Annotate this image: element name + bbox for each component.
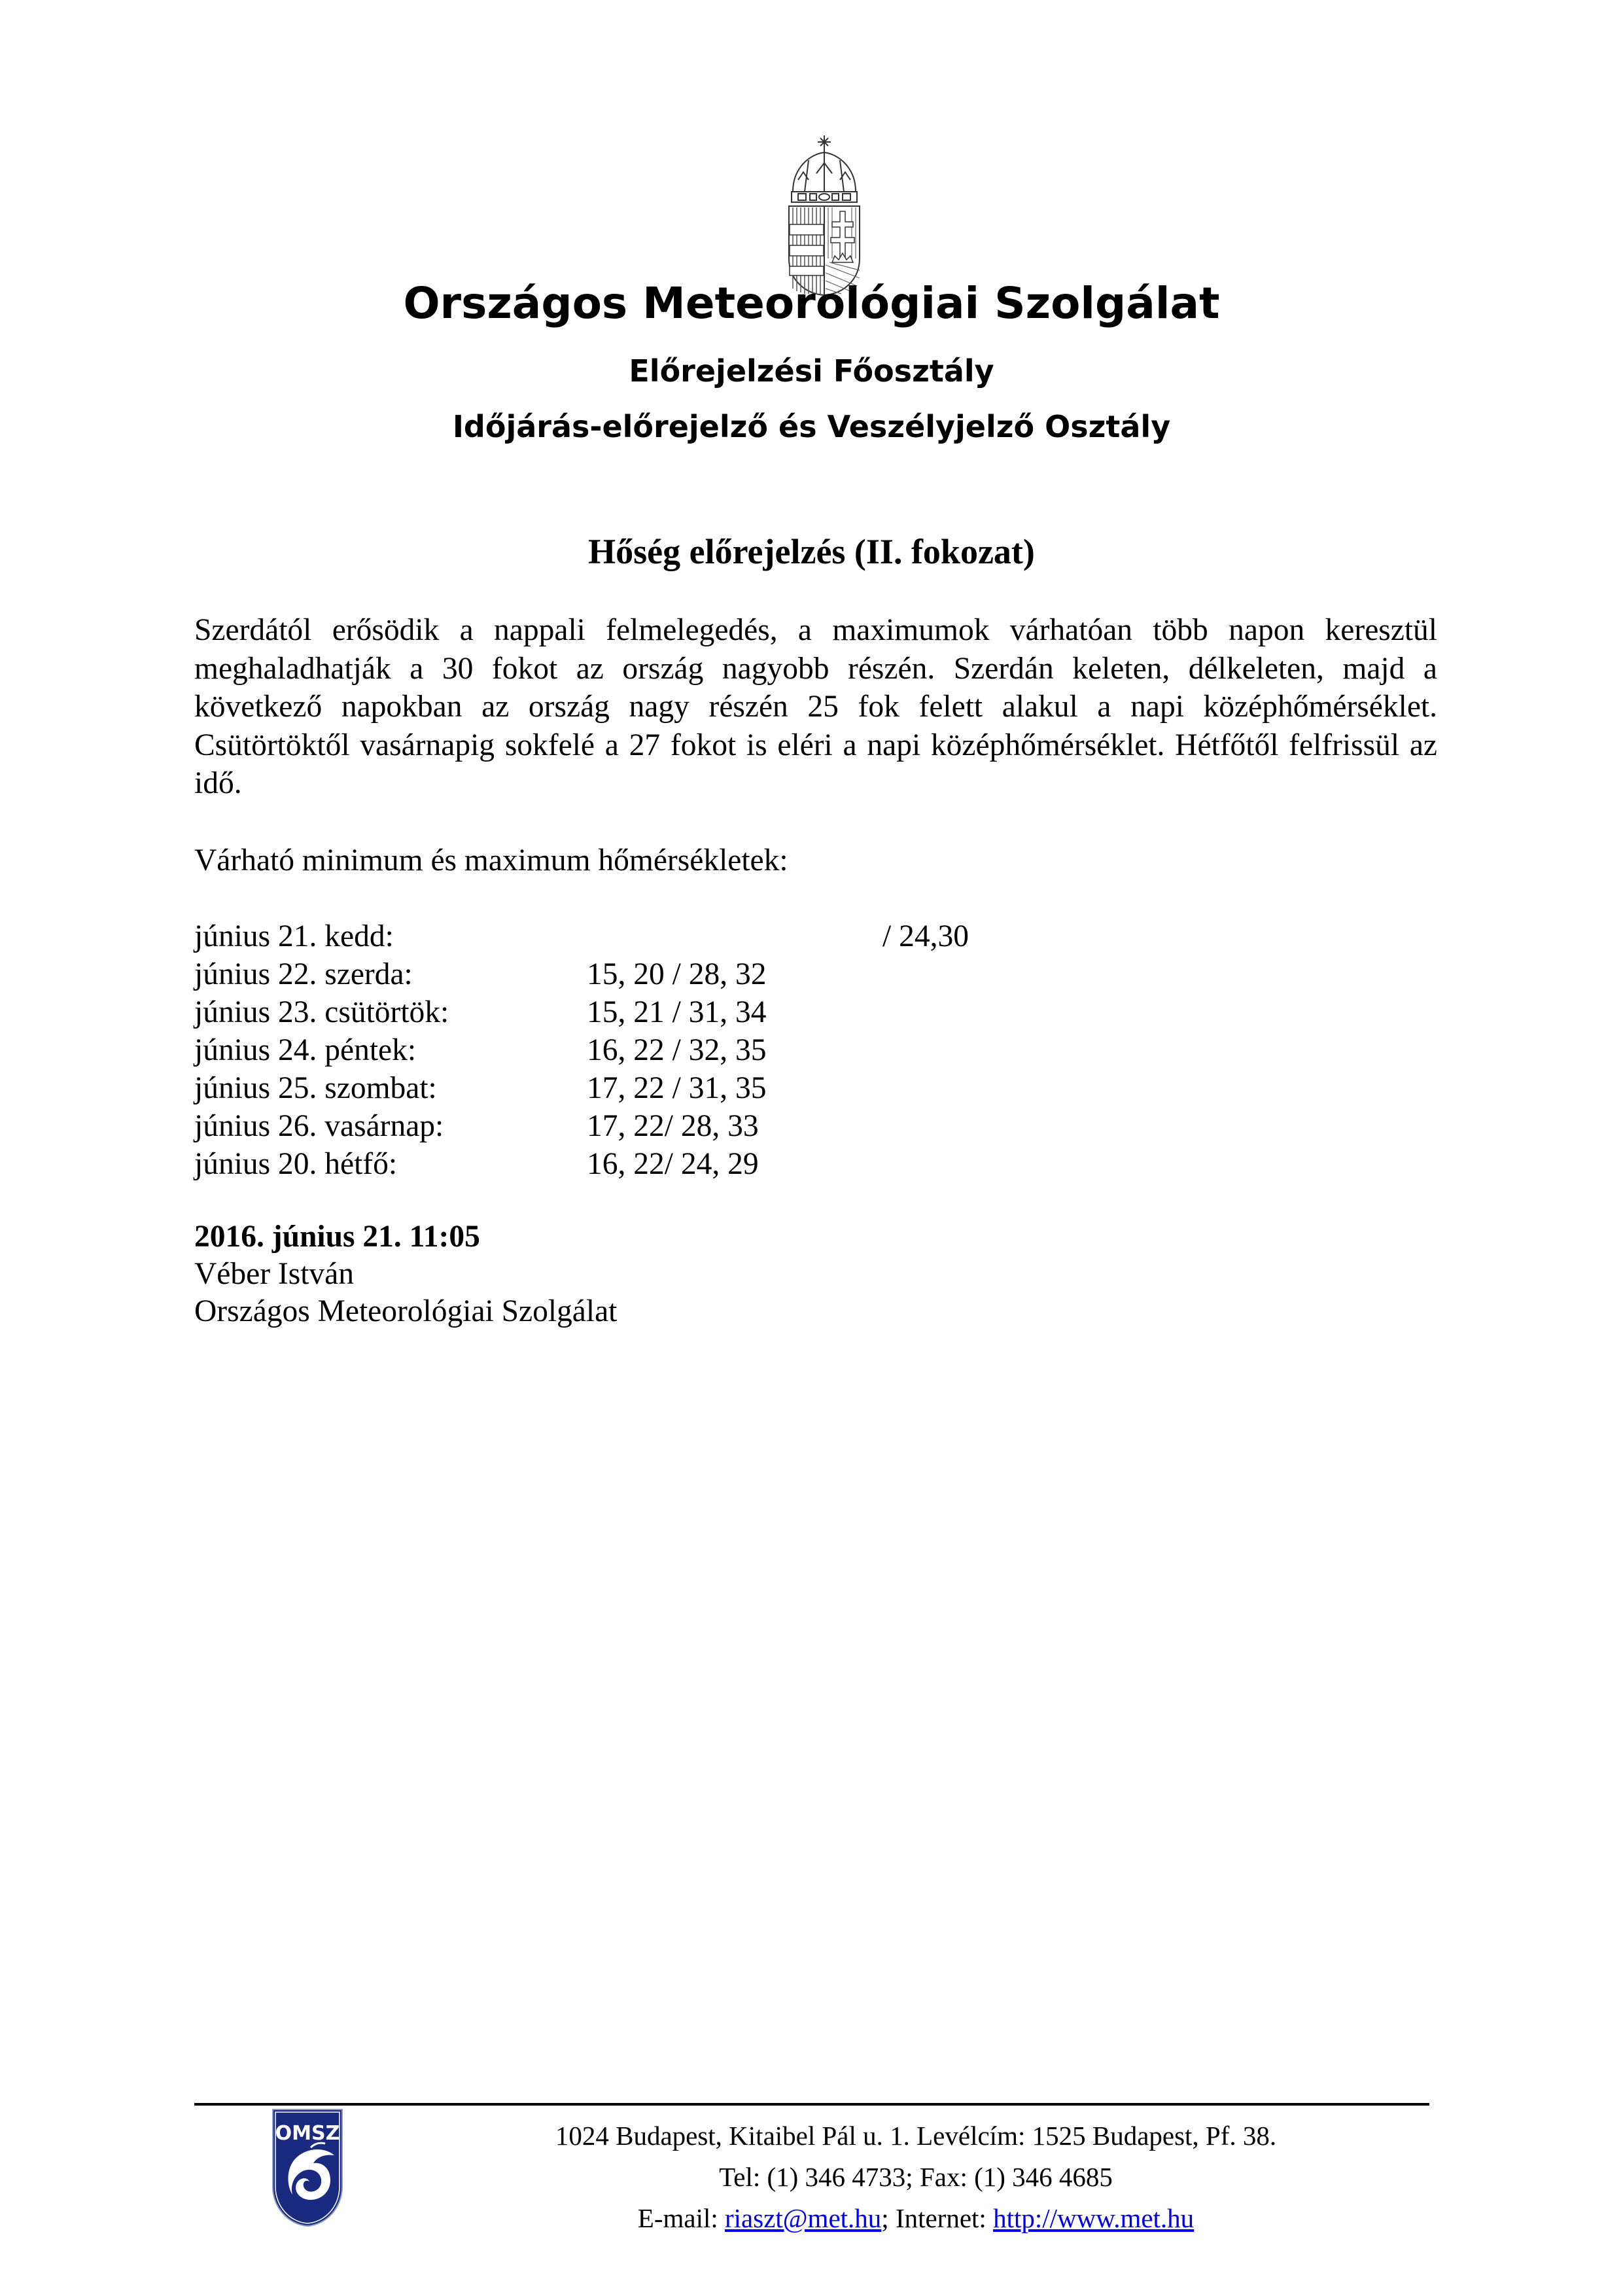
temperature-row: június 20. hétfő: 16, 22/ 24, 29 xyxy=(194,1145,848,1183)
forecast-day: június 20. hétfő: xyxy=(194,1147,398,1181)
footer-address: 1024 Budapest, Kitaibel Pál u. 1. Levélcím: 1525 Budapest, Pf. 38. xyxy=(555,2121,1277,2151)
forecast-day: június 26. vasárnap: xyxy=(194,1109,444,1143)
temperature-row: június 23. csütörtök: 15, 21 / 31, 34 xyxy=(194,993,848,1031)
author-organization: Országos Meteorológiai Szolgálat xyxy=(194,1294,618,1328)
forecast-day: június 24. péntek: xyxy=(194,1033,417,1067)
footer-divider xyxy=(194,2103,1429,2106)
forecast-day: június 25. szombat: xyxy=(194,1071,437,1105)
department-name: Előrejelzési Főosztály xyxy=(629,353,994,389)
footer-phone: Tel: (1) 346 4733; Fax: (1) 346 4685 xyxy=(719,2162,1113,2192)
temperature-row: június 26. vasárnap: 17, 22/ 28, 33 xyxy=(194,1107,848,1145)
forecast-intro: Várható minimum és maximum hőmérsékletek: xyxy=(194,843,788,877)
internet-label: ; Internet: xyxy=(881,2203,994,2233)
forecast-values: / 24,30 xyxy=(882,919,969,953)
coat-of-arms-icon xyxy=(778,134,870,298)
forecast-day: június 22. szerda: xyxy=(194,957,413,991)
email-label: E-mail: xyxy=(637,2203,725,2233)
website-link[interactable]: http://www.met.hu xyxy=(993,2203,1195,2233)
forecast-paragraph: Szerdától erősödik a nappali felmelegedés, a maximumok várhatóan több napon keresztül meghaladhatják a 30 fokot az ország nagyobb részén. Szerdán keleten, délkeleten, majd a következő napokban az ország nagy részén 25 fok felett alakul a napi középhőmérséklet. Csütörtöktől vasárnapig sokfelé a 27 fokot is eléri a napi középhőmérséklet. Hétfőtől felfrissül az idő. xyxy=(194,613,1437,800)
signature-block xyxy=(194,1218,617,1330)
issue-datetime: 2016. június 21. 11:05 xyxy=(194,1220,480,1254)
temperature-row: június 22. szerda: 15, 20 / 28, 32 xyxy=(194,955,848,993)
author-name: Véber István xyxy=(194,1257,354,1291)
temperature-table xyxy=(194,917,969,1183)
omsz-logo-icon xyxy=(271,2108,343,2227)
section-name: Időjárás-előrejelző és Veszélyjelző Osztály xyxy=(452,409,1171,444)
omsz-logo-text: OMSZ xyxy=(275,2122,340,2145)
temperature-row: június 24. péntek: 16, 22 / 32, 35 xyxy=(194,1031,848,1069)
document-title: Hőség előrejelzés (II. fokozat) xyxy=(588,532,1035,571)
temperature-row: június 25. szombat: 17, 22 / 31, 35 xyxy=(194,1069,848,1107)
email-link[interactable]: riaszt@met.hu xyxy=(725,2203,882,2233)
forecast-day: június 21. kedd: xyxy=(194,919,394,953)
temperature-row xyxy=(194,917,969,955)
organization-name: Országos Meteorológiai Szolgálat xyxy=(403,278,1220,328)
forecast-day: június 23. csütörtök: xyxy=(194,995,449,1029)
footer-contact xyxy=(458,2202,1374,2234)
